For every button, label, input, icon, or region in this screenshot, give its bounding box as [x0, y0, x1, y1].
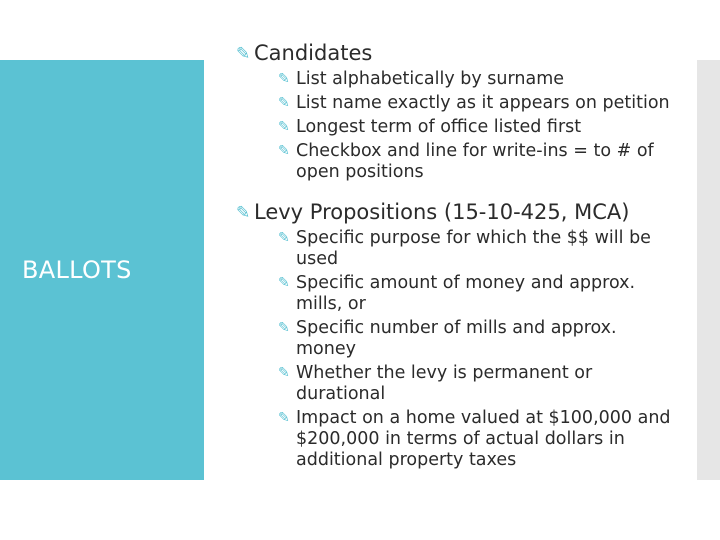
- sub-list: [254, 228, 676, 471]
- list-item: ✎ Specific purpose for which the $$ will be used: [278, 228, 651, 269]
- bullet-content: [236, 40, 676, 471]
- sub-list: [254, 69, 676, 183]
- slide-section-title: BALLOTS: [22, 256, 132, 284]
- list-item: ✎ List name exactly as it appears on petition: [278, 93, 670, 113]
- pencil-bullet-icon: ✎: [278, 95, 290, 111]
- section-heading: Candidates: [254, 41, 373, 65]
- pencil-bullet-icon: ✎: [278, 119, 290, 135]
- right-edge-strip: [697, 60, 720, 480]
- pencil-bullet-icon: ✎: [278, 410, 290, 426]
- pencil-bullet-icon: ✎: [278, 320, 290, 336]
- section-levy-propositions: [236, 199, 676, 471]
- pencil-bullet-icon: ✎: [278, 71, 290, 87]
- list-item: ✎ List alphabetically by surname: [278, 69, 565, 89]
- list-item: ✎ Checkbox and line for write-ins = to # of open positions: [278, 141, 654, 182]
- pencil-bullet-icon: ✎: [278, 230, 290, 246]
- pencil-bullet-icon: ✎: [278, 143, 290, 159]
- section-candidates: [236, 40, 676, 183]
- pencil-bullet-icon: ✎: [236, 44, 251, 64]
- list-item: ✎ Impact on a home valued at $100,000 and $200,000 in terms of actual dollars in additional property taxes: [278, 408, 671, 470]
- pencil-bullet-icon: ✎: [278, 275, 290, 291]
- section-heading: Levy Propositions (15-10-425, MCA): [254, 200, 630, 224]
- list-item: ✎ Longest term of office listed first: [278, 117, 582, 137]
- pencil-bullet-icon: ✎: [278, 365, 290, 381]
- list-item: ✎ Specific amount of money and approx. mills, or: [278, 273, 636, 314]
- list-item: ✎ Whether the levy is permanent or durational: [278, 363, 593, 404]
- pencil-bullet-icon: ✎: [236, 203, 251, 223]
- list-item: ✎ Specific number of mills and approx. money: [278, 318, 617, 359]
